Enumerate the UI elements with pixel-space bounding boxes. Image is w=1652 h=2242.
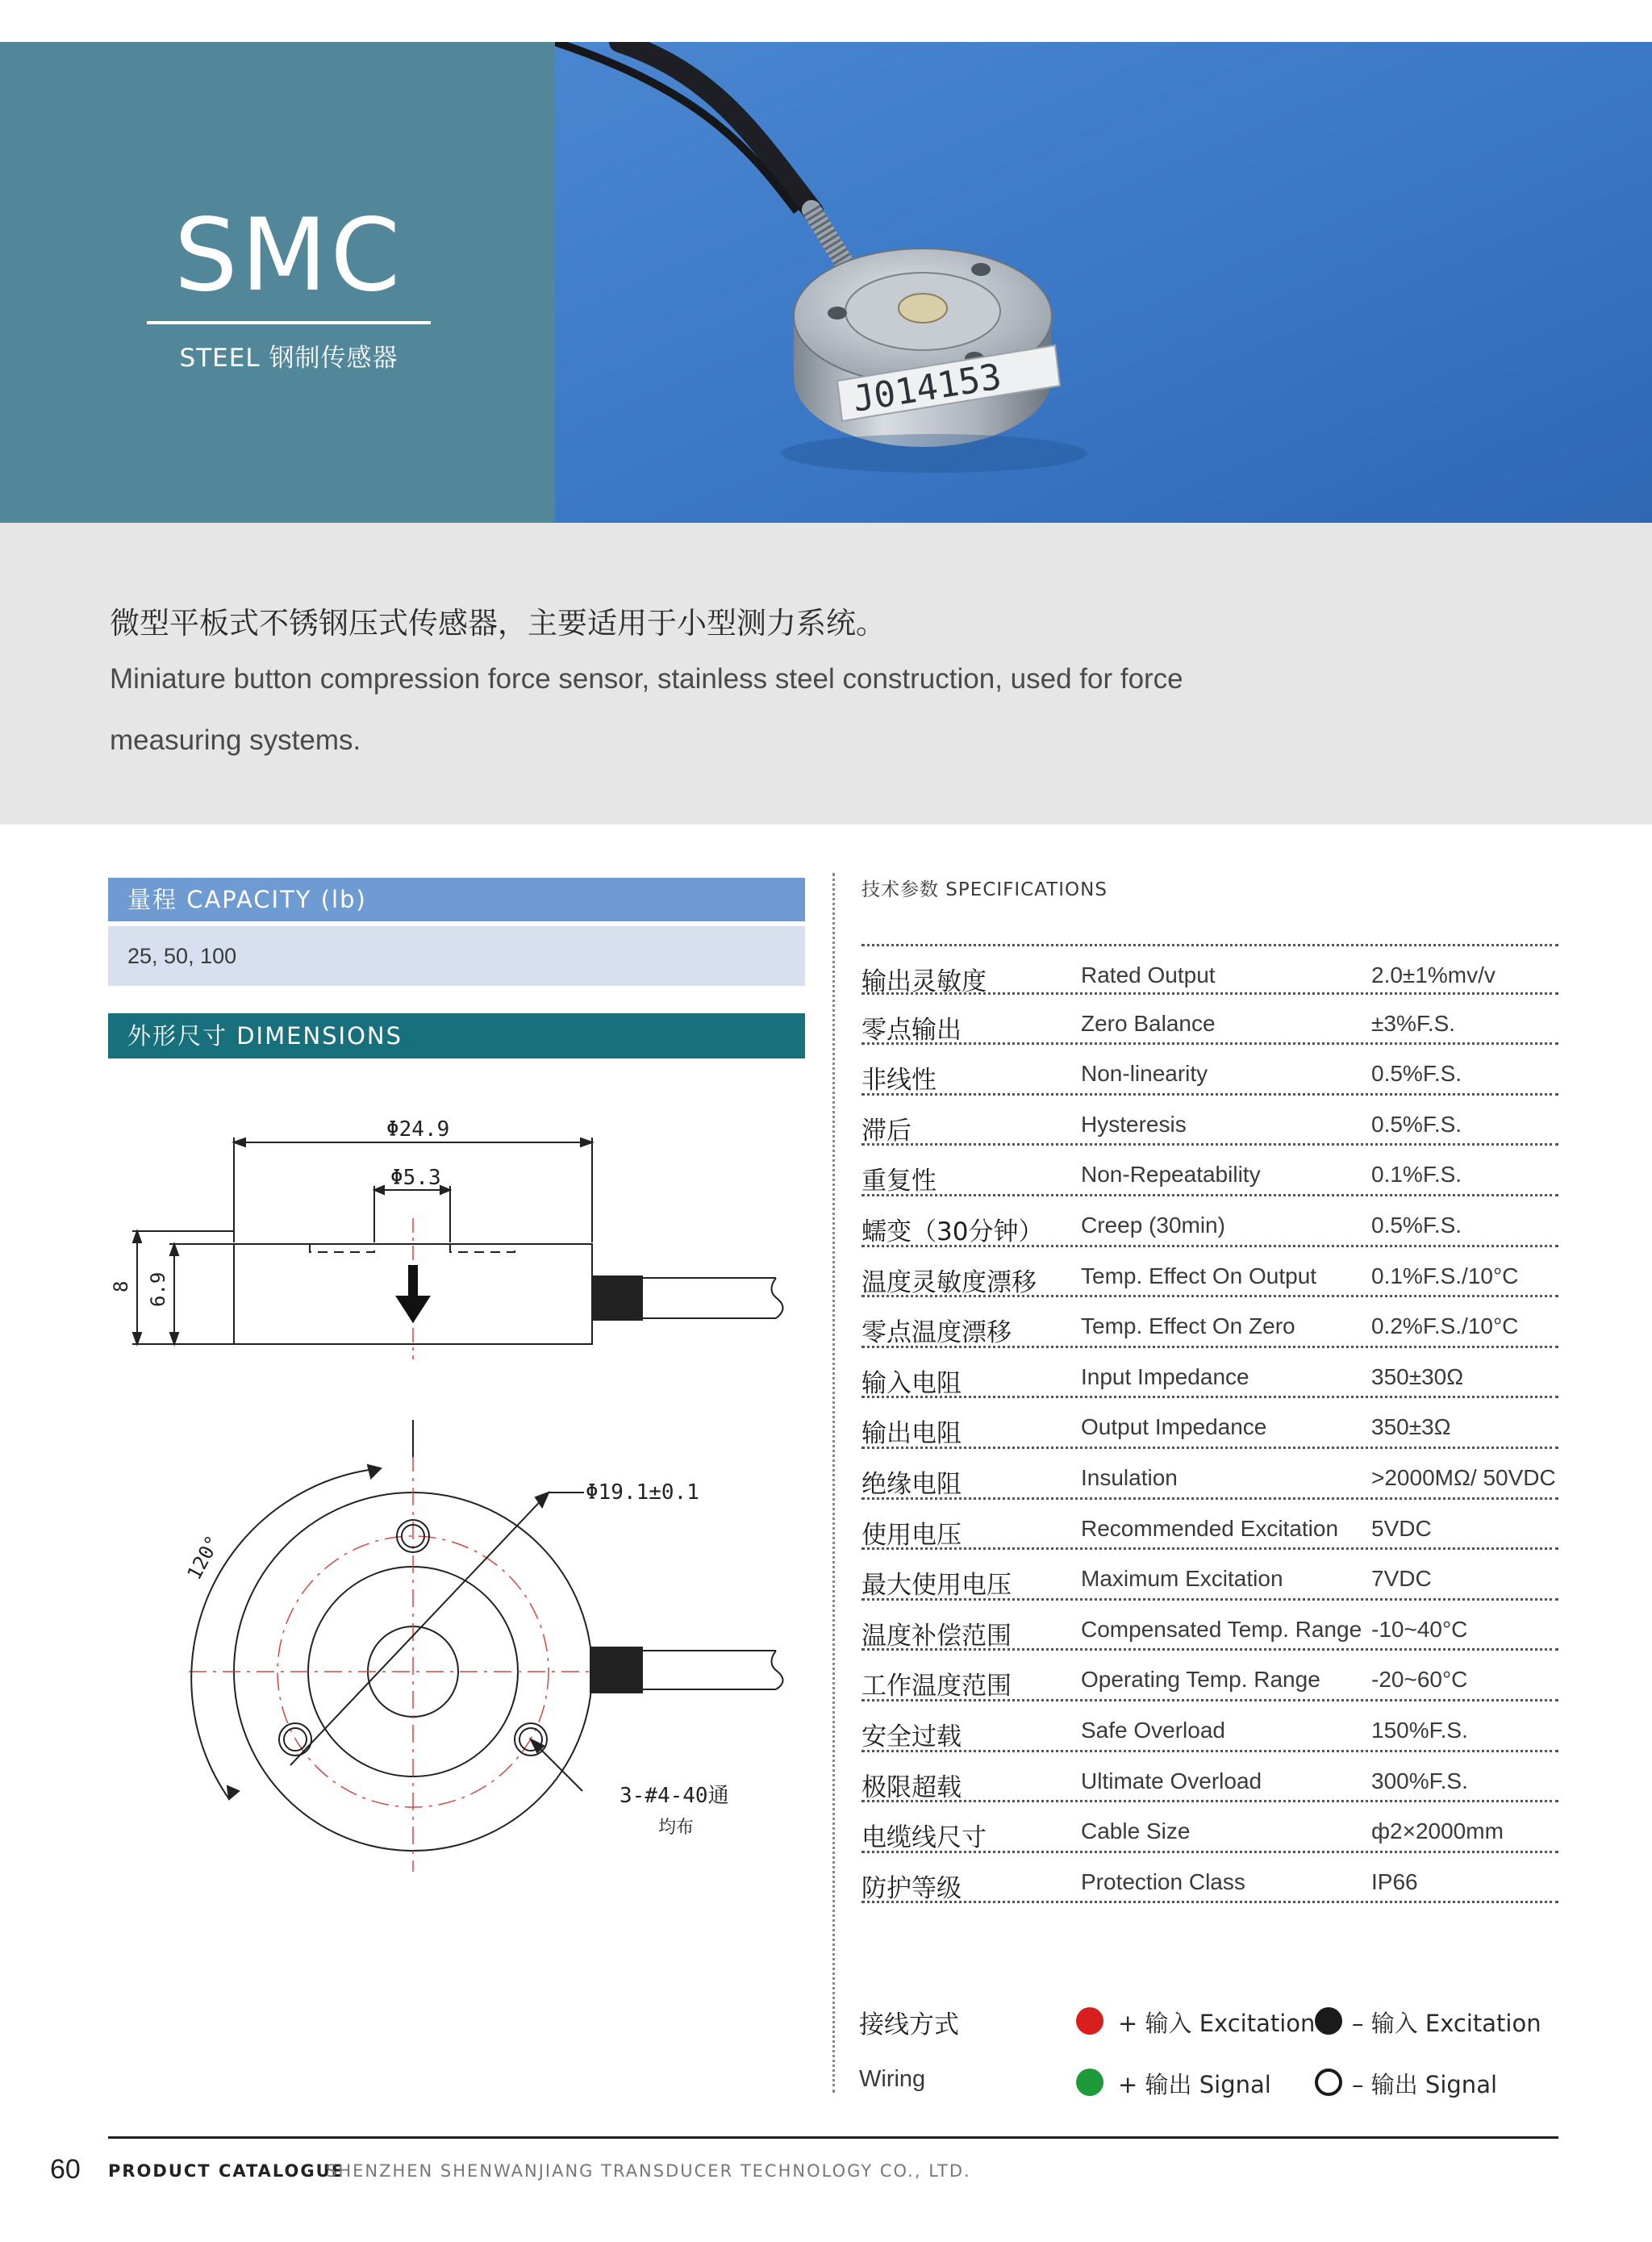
- spec-name-cn: 防护等级: [861, 1873, 962, 1903]
- footer-company: SHENZHEN SHENWANJIANG TRANSDUCER TECHNOLOGY CO., LTD.: [326, 2161, 971, 2181]
- spec-value: 0.1%F.S./10°C: [1371, 1263, 1519, 1288]
- spec-value: 0.5%F.S.: [1371, 1111, 1462, 1137]
- spec-value: >2000MΩ/ 50VDC: [1371, 1464, 1556, 1490]
- wire-green-dot: [1076, 2069, 1103, 2096]
- spec-value: 7VDC: [1371, 1566, 1432, 1592]
- dim-outer-diameter: Φ24.9: [386, 1117, 450, 1142]
- spec-row: [861, 1853, 1558, 1904]
- intro-english-line1: Miniature button compression force sensor, stainless steel construction, used for force: [110, 663, 1183, 695]
- capacity-heading: 量程 CAPACITY (lb): [108, 878, 805, 921]
- spec-value: 350±30Ω: [1371, 1363, 1464, 1389]
- spec-name-cn: 极限超载: [861, 1772, 962, 1802]
- spec-row: [861, 1651, 1558, 1701]
- spec-name-en: Non-Repeatability: [1081, 1162, 1261, 1188]
- dim-height-total: 8: [110, 1280, 132, 1292]
- spec-row: [861, 1398, 1558, 1449]
- spec-row: [861, 1096, 1558, 1146]
- spec-row: [861, 944, 1558, 995]
- wire-label-excitation-plus: + 输入 Excitation: [1118, 2010, 1316, 2037]
- spec-name-en: Operating Temp. Range: [1081, 1667, 1320, 1693]
- spec-name-en: Zero Balance: [1081, 1010, 1216, 1036]
- spec-name-cn: 非线性: [861, 1066, 937, 1096]
- intro-english-line2: measuring systems.: [110, 724, 361, 756]
- spec-name-en: Recommended Excitation: [1081, 1515, 1339, 1541]
- spec-row: [861, 1196, 1558, 1247]
- spec-row: [861, 1348, 1558, 1399]
- spec-row: [861, 1045, 1558, 1096]
- spec-name-cn: 安全过载: [861, 1722, 962, 1751]
- spec-name-cn: 使用电压: [861, 1520, 962, 1550]
- spec-name-cn: 电缆线尺寸: [861, 1823, 987, 1853]
- dim-height-body: 6.9: [147, 1271, 169, 1307]
- footer-catalogue: PRODUCT CATALOGUE: [108, 2161, 345, 2181]
- spec-row: [861, 1601, 1558, 1651]
- spec-row: [861, 1146, 1558, 1196]
- spec-row: [861, 1247, 1558, 1298]
- wiring-label-en: Wiring: [859, 2066, 926, 2092]
- dimension-drawing: [108, 1081, 810, 1891]
- model-title: SMC: [173, 198, 404, 314]
- spec-name-cn: 输出灵敏度: [861, 967, 987, 996]
- spec-name-en: Temp. Effect On Output: [1081, 1263, 1317, 1288]
- title-underline: [147, 321, 431, 324]
- spec-value: -10~40°C: [1371, 1616, 1468, 1642]
- specifications-title: 技术参数 SPECIFICATIONS: [861, 879, 1108, 900]
- spec-name-cn: 输入电阻: [861, 1368, 962, 1398]
- spec-name-cn: 工作温度范围: [861, 1672, 1012, 1701]
- spec-name-en: Cable Size: [1081, 1818, 1191, 1844]
- dim-holes-note: 均布: [658, 1818, 695, 1838]
- spec-value: 0.2%F.S./10°C: [1371, 1313, 1519, 1339]
- spec-value: 0.5%F.S.: [1371, 1061, 1462, 1087]
- spec-name-cn: 蠕变（30分钟）: [861, 1217, 1044, 1246]
- spec-row: [861, 1550, 1558, 1601]
- spec-row: [861, 1449, 1558, 1500]
- spec-name-en: Safe Overload: [1081, 1717, 1225, 1743]
- wire-label-signal-minus: – 输出 Signal: [1352, 2071, 1498, 2098]
- spec-name-cn: 滞后: [861, 1116, 912, 1146]
- dimensions-heading: 外形尺寸 DIMENSIONS: [108, 1013, 805, 1058]
- spec-name-en: Non-linearity: [1081, 1061, 1208, 1087]
- spec-row: [861, 1701, 1558, 1752]
- spec-value: 300%F.S.: [1371, 1768, 1468, 1793]
- dim-button-diameter: Φ5.3: [390, 1166, 441, 1190]
- spec-name-en: Creep (30min): [1081, 1212, 1225, 1238]
- spec-value: ±3%F.S.: [1371, 1010, 1456, 1036]
- spec-name-en: Hysteresis: [1081, 1111, 1187, 1137]
- wire-red-dot: [1076, 2007, 1103, 2035]
- spec-value: ф2×2000mm: [1371, 1818, 1504, 1844]
- spec-name-cn: 零点温度漂移: [861, 1318, 1012, 1348]
- spec-row: [861, 1802, 1558, 1853]
- product-photo: [555, 42, 1652, 523]
- serial-label: J014153: [849, 356, 1004, 420]
- wire-label-excitation-minus: – 输入 Excitation: [1352, 2010, 1541, 2037]
- spec-value: 150%F.S.: [1371, 1717, 1468, 1743]
- spec-value: 5VDC: [1371, 1515, 1432, 1541]
- spec-name-en: Output Impedance: [1081, 1414, 1267, 1440]
- wiring-label-cn: 接线方式: [859, 2010, 959, 2040]
- spec-value: 0.1%F.S.: [1371, 1162, 1462, 1188]
- spec-name-cn: 绝缘电阻: [861, 1469, 962, 1499]
- spec-name-en: Rated Output: [1081, 962, 1216, 987]
- spec-name-en: Maximum Excitation: [1081, 1566, 1283, 1592]
- dim-holes: 3-#4-40通: [620, 1784, 729, 1808]
- spec-row: [861, 995, 1558, 1046]
- specifications-table: [861, 944, 1558, 1903]
- model-subtitle: STEEL 钢制传感器: [179, 344, 398, 373]
- spec-name-cn: 温度灵敏度漂移: [861, 1267, 1037, 1297]
- spec-value: 2.0±1%mv/v: [1371, 962, 1496, 987]
- dim-bolt-circle: Φ19.1±0.1: [586, 1480, 699, 1505]
- spec-name-cn: 最大使用电压: [861, 1571, 1012, 1601]
- wire-black-dot: [1315, 2007, 1342, 2035]
- spec-name-en: Insulation: [1081, 1464, 1178, 1490]
- dim-angle: 120°: [182, 1531, 225, 1584]
- wire-white-dot: [1315, 2069, 1342, 2096]
- side-view: [132, 1138, 783, 1359]
- spec-row: [861, 1752, 1558, 1803]
- spec-row: [861, 1500, 1558, 1551]
- spec-name-cn: 零点输出: [861, 1015, 962, 1045]
- spec-name-en: Input Impedance: [1081, 1363, 1249, 1389]
- spec-name-cn: 重复性: [861, 1167, 937, 1196]
- footer-rule: [108, 2136, 1558, 2139]
- column-divider: [832, 873, 835, 2093]
- intro-chinese: 微型平板式不锈钢压式传感器，主要适用于小型测力系统。: [110, 606, 886, 641]
- spec-name-cn: 输出电阻: [861, 1419, 962, 1449]
- spec-value: -20~60°C: [1371, 1667, 1468, 1693]
- wire-label-signal-plus: + 输出 Signal: [1118, 2071, 1271, 2098]
- spec-value: 350±3Ω: [1371, 1414, 1451, 1440]
- spec-value: 0.5%F.S.: [1371, 1212, 1462, 1238]
- spec-name-en: Ultimate Overload: [1081, 1768, 1262, 1793]
- spec-name-en: Protection Class: [1081, 1868, 1245, 1894]
- spec-name-en: Temp. Effect On Zero: [1081, 1313, 1295, 1339]
- capacity-values: 25, 50, 100: [108, 926, 805, 986]
- spec-row: [861, 1297, 1558, 1348]
- page-number: 60: [50, 2154, 81, 2185]
- spec-name-cn: 温度补偿范围: [861, 1621, 1012, 1651]
- spec-value: IP66: [1371, 1868, 1418, 1894]
- spec-name-en: Compensated Temp. Range: [1081, 1616, 1362, 1642]
